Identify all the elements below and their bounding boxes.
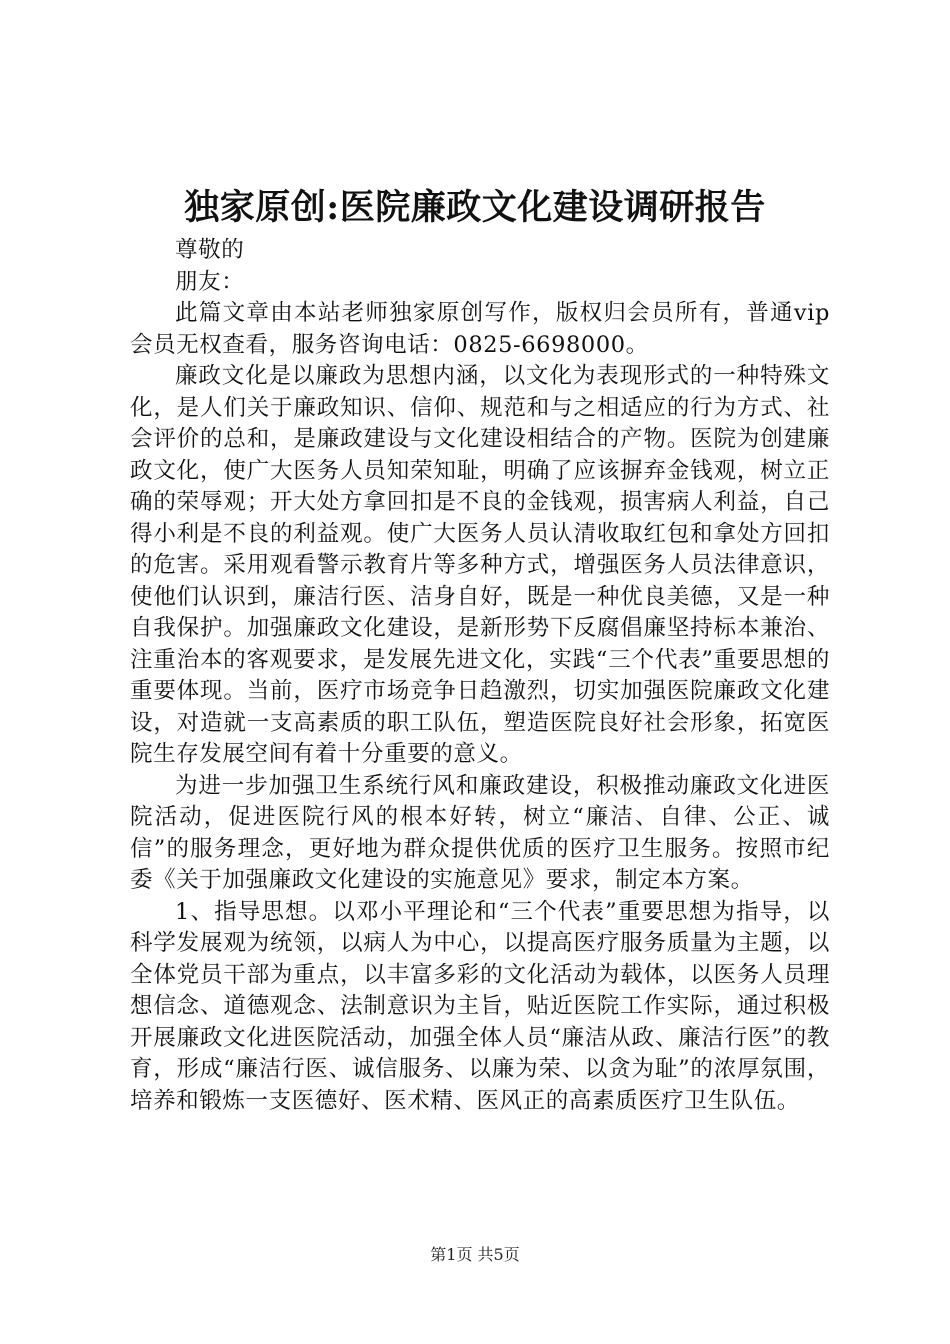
paragraph: 为进一步加强卫生系统行风和廉政建设，积极推动廉政文化进医院活动，促进医院行风的根本好转，树立“廉洁、自律、公正、诚信”的服务理念，更好地为群众提供优质的医疗卫生服务。按照市纪委《关于加强廉政文化建设的实施意见》要求，制定本方案。 — [130, 772, 830, 893]
paragraph: 廉政文化是以廉政为思想内涵，以文化为表现形式的一种特殊文化，是人们关于廉政知识、信仰、规范和与之相适应的行为方式、社会评价的总和，是廉政建设与文化建设相结合的产物。医院为创建廉政文化，使广大医务人员知荣知耻，明确了应该摒弃金钱观，树立正确的荣辱观；开大处方拿回扣是不良的金钱观，损害病人利益，自己得小利是不良的利益观。使广大医务人员认清收取红包和拿处方回扣的危害。采用观看警示教育片等多种方式，增强医务人员法律意识，使他们认识到，廉洁行医、洁身自好，既是一种优良美德，又是一种自我保护。加强廉政文化建设，是新形势下反腐倡廉坚持标本兼治、注重治本的客观要求，是发展先进文化，实践“三个代表”重要思想的重要体现。当前，医疗市场竞争日趋激烈，切实加强医院廉政文化建设，对造就一支高素质的职工队伍，塑造医院良好社会形象，拓宽医院生存发展空间有着十分重要的意义。 — [130, 363, 830, 767]
greeting-line: 尊敬的 — [175, 237, 245, 263]
document-title: 独家原创:医院廉政文化建设调研报告 — [184, 187, 766, 228]
paragraph-copyright-notice: 此篇文章由本站老师独家原创写作，版权归会员所有，普通vip会员无权查看，服务咨询电话：0825-6698000。 — [130, 300, 830, 358]
greeting-line: 朋友： — [175, 268, 245, 295]
document-body — [130, 235, 830, 1117]
paragraph: 1、指导思想。以邓小平理论和“三个代表”重要思想为指导，以科学发展观为统领，以病人为中心，以提高医疗服务质量为主题，以全体党员干部为重点，以丰富多彩的文化活动为载体，以医务人员理想信念、道德观念、法制意识为主旨，贴近医院工作实际，通过积极开展廉政文化进医院活动，加强全体人员“廉洁从政、廉洁行医”的教育，形成“廉洁行医、诚信服务、以廉为荣、以贪为耻”的浓厚氛围，培养和锻炼一支医德好、医术精、医风正的高素质医疗卫生队伍。 — [130, 898, 830, 1114]
page-number-footer: 第1页 共5页 — [430, 1245, 520, 1264]
